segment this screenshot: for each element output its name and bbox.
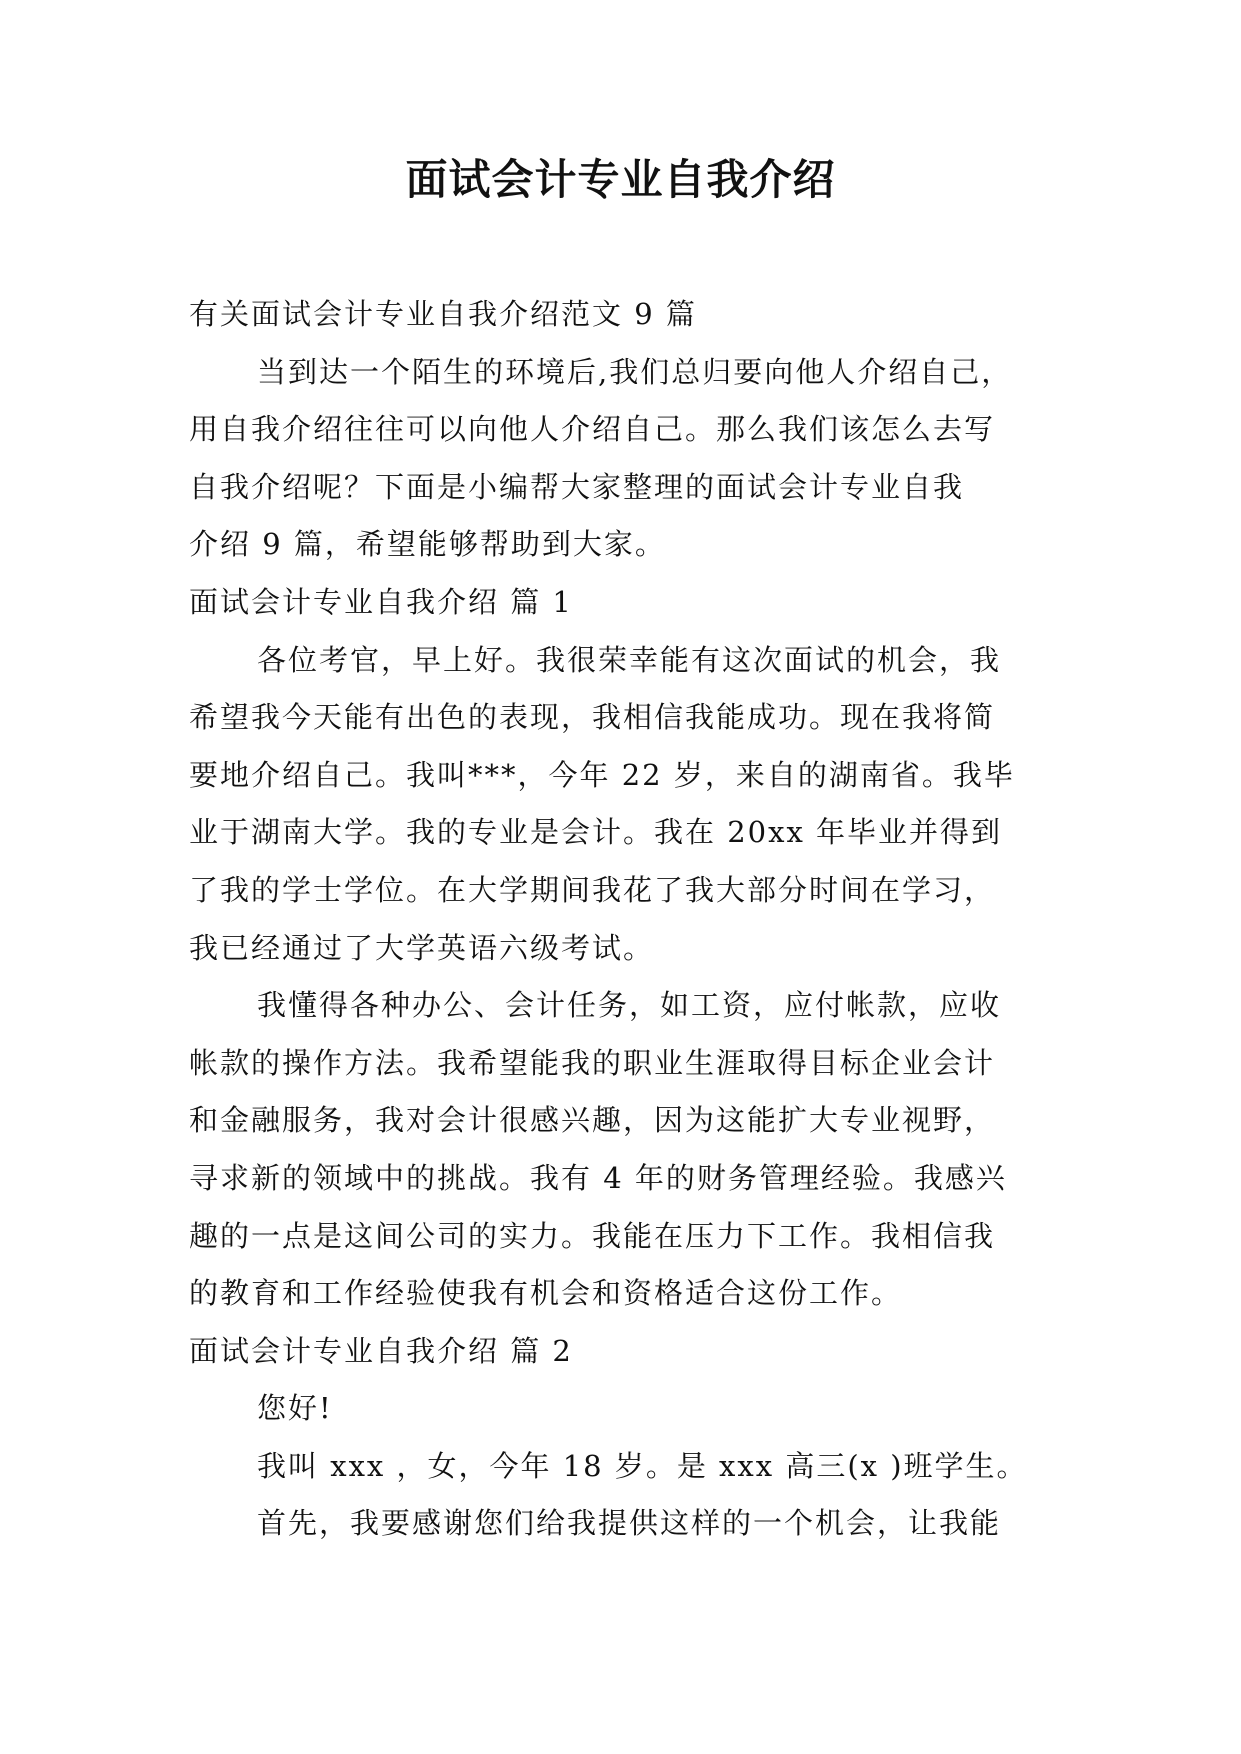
- text-line: 自我介绍呢？下面是小编帮大家整理的面试会计专业自我: [189, 469, 965, 504]
- document-body: [189, 286, 1051, 1553]
- text-line: 和金融服务，我对会计很感兴趣，因为这能扩大专业视野，: [189, 1103, 996, 1138]
- text-line: 我已经通过了大学英语六级考试。: [189, 930, 655, 965]
- text-line: 趣的一点是这间公司的实力。我能在压力下工作。我相信我: [189, 1218, 996, 1253]
- text-line: 希望我今天能有出色的表现，我相信我能成功。现在我将简: [189, 700, 996, 735]
- text-line: 首先，我要感谢您们给我提供这样的一个机会，让我能: [257, 1506, 1002, 1541]
- text-line: 要地介绍自己。我叫***，今年 22 岁，来自的湖南省。我毕: [189, 757, 1015, 792]
- text-line: 有关面试会计专业自我介绍范文 9 篇: [189, 297, 697, 331]
- text-line: 介绍 9 篇，希望能够帮助到大家。: [189, 527, 666, 562]
- text-line: 当到达一个陌生的环境后,我们总归要向他人介绍自己，: [257, 354, 1013, 389]
- text-line: 您好!: [257, 1391, 333, 1426]
- text-line: 各位考官，早上好。我很荣幸能有这次面试的机会，我: [257, 642, 1002, 677]
- text-line: 我叫 xxx ，女，今年 18 岁。是 xxx 高三(x )班学生。: [257, 1448, 1028, 1483]
- text-line: 用自我介绍往往可以向他人介绍自己。那么我们该怎么去写: [189, 412, 996, 447]
- text-line: 的教育和工作经验使我有机会和资格适合这份工作。: [189, 1276, 903, 1311]
- text-line: 业于湖南大学。我的专业是会计。我在 20xx 年毕业并得到: [189, 815, 1003, 850]
- section-heading: 面试会计专业自我介绍 篇 2: [189, 1333, 573, 1368]
- text-line: 帐款的操作方法。我希望能我的职业生涯取得目标企业会计: [189, 1045, 996, 1080]
- text-line: 我懂得各种办公、会计任务，如工资，应付帐款，应收: [257, 988, 1002, 1023]
- document-title: 面试会计专业自我介绍: [405, 155, 836, 204]
- text-line: 寻求新的领域中的挑战。我有 4 年的财务管理经验。我感兴: [189, 1160, 1007, 1195]
- section-heading: 面试会计专业自我介绍 篇 1: [189, 584, 573, 619]
- text-line: 了我的学士学位。在大学期间我花了我大部分时间在学习，: [189, 872, 996, 907]
